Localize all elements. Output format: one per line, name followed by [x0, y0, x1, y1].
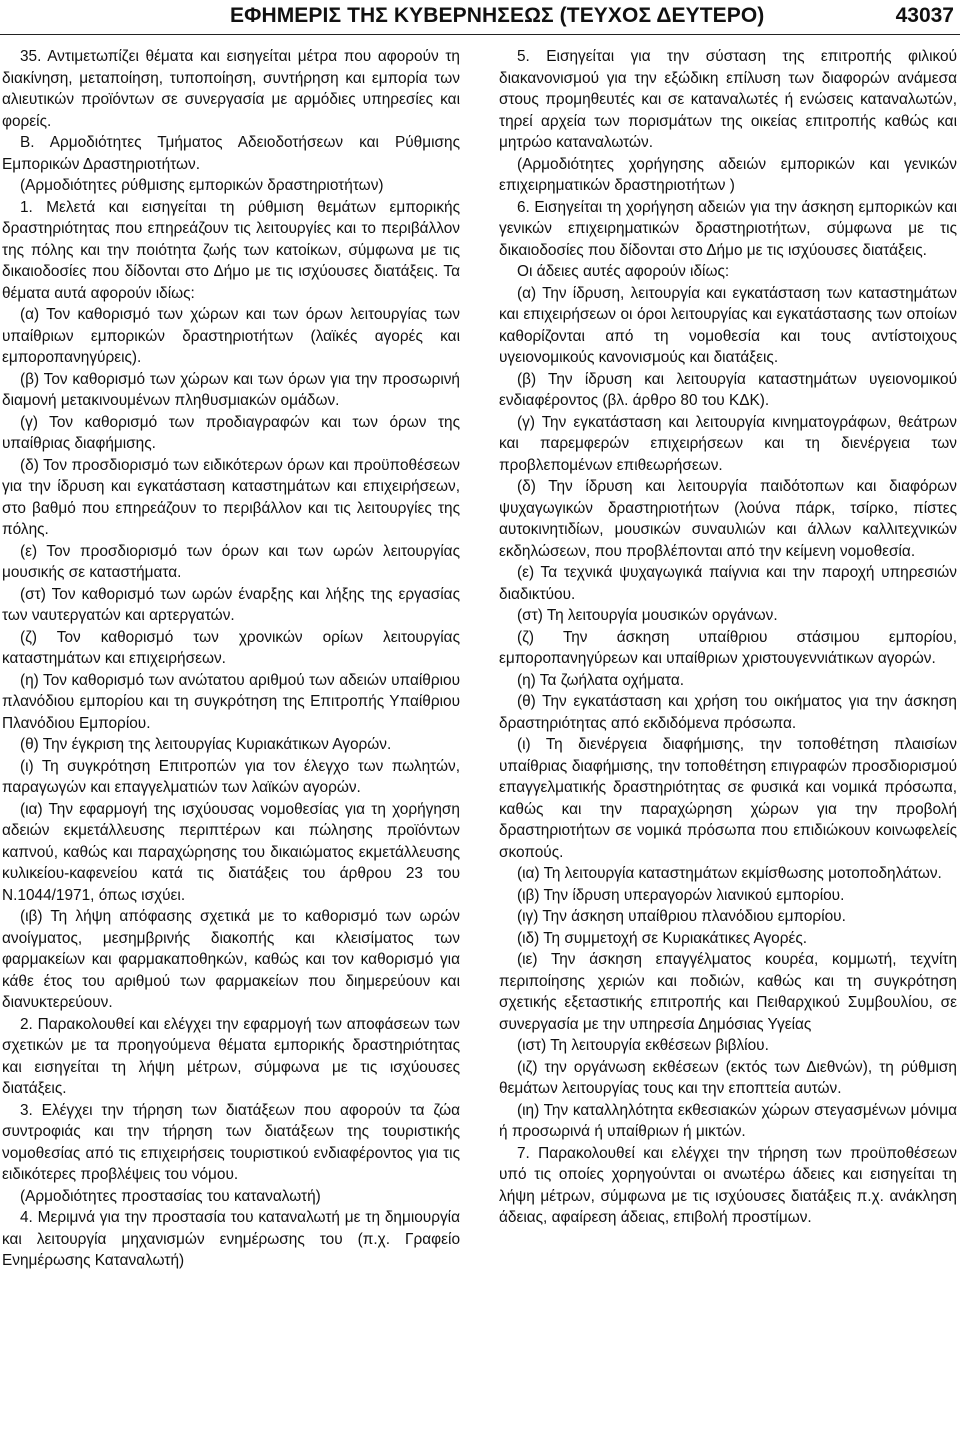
paragraph: 4. Μεριμνά για την προστασία του καταναλωτή με τη δημιουργία και λειτουργία μηχανισμών ενημέρωσης του (π.χ. Γραφείο Ενημέρωσης Καταναλωτή)	[2, 1209, 460, 1269]
paragraph: (στ) Τη λειτουργία μουσικών οργάνων.	[517, 607, 778, 624]
paragraph: (δ) Την ίδρυση και λειτουργία παιδότοπων και διαφόρων ψυχαγωγικών δραστηριοτήτων (λούνα πάρκ, τσίρκο, πίστες αυτοκινητιδίων, μουσικών συναυλιών και άλλων καλλιτεχνικών εκδηλώσεων, που προβλέπονται από την κείμενη νομοθεσία.	[499, 478, 957, 560]
paragraph: (ιε) Την άσκηση επαγγέλματος κουρέα, κομμωτή, τεχνίτη περιποίησης χεριών και ποδιών, καθώς και τη συγκρότηση σχετικής εξεταστικής επιτροπής και Πειθαρχικού Συμβουλίου, σε συνεργασία με την υπηρεσία Δημόσιας Υγείας	[499, 951, 957, 1033]
paragraph: (ι) Τη συγκρότηση Επιτροπών για τον έλεγχο των πωλητών, παραγωγών και επαγγελματιών των λαϊκών αγορών.	[2, 757, 460, 796]
paragraph: (ζ) Την άσκηση υπαίθριου στάσιμου εμπορίου, εμποροπανηγύρεων και υπαίθριων χριστουγεννιάτικων αγορών.	[499, 628, 957, 667]
paragraph: 35. Αντιμετωπίζει θέματα και εισηγείται μέτρα που αφορούν τη διακίνηση, μεταποίηση, τυποποίηση, συντήρηση και εμπορία των αλιευτικών προϊόντων σε συνεργασία με αρμόδιες υπηρεσίες και φορείς.	[2, 48, 460, 130]
paragraph: (Αρμοδιότητες ρύθμισης εμπορικών δραστηριοτήτων)	[20, 177, 384, 194]
paragraph: (Αρμοδιότητες χορήγησης αδειών εμπορικών και γενικών επιχειρηματικών δραστηριοτήτων )	[499, 155, 957, 194]
paragraph: (ιγ) Την άσκηση υπαίθριου πλανόδιου εμπορίου.	[517, 908, 846, 925]
paragraph: (δ) Τον προσδιορισμό των ειδικότερων όρων και προϋποθέσεων για την ίδρυση και εγκατάσταση καταστημάτων και επιχειρήσεων, στο βαθμό που επηρεάζουν το περιβάλλον και τις λειτουργίες της πόλης.	[2, 456, 460, 538]
paragraph: 7. Παρακολουθεί και ελέγχει την τήρηση των προϋποθέσεων υπό τις οποίες χορηγούνται οι ανωτέρω άδειες και εισηγείται τη λήψη μέτρων, σύμφωνα με τις ισχύουσες διατάξεις π.χ. ανάκληση άδειας, αφαίρεση άδειας, επιβολή προστίμων.	[499, 1144, 957, 1226]
paragraph: (ι) Τη διενέργεια διαφήμισης, την τοποθέτηση πλαισίων υπαίθριας διαφήμισης, την τοποθέτηση επιγραφών προσδιορισμού επαγγελματικής δραστηριότητας σε φυσικά και νομικά πρόσωπα, καθώς και την παραχώρηση χώρων για την προβολή δραστηριοτήτων σε νομικά πρόσωπα που επιδιώκουν κοινωφελείς σκοπούς.	[499, 736, 957, 861]
paragraph: Β. Αρμοδιότητες Τμήματος Αδειοδοτήσεων και Ρύθμισης Εμπορικών Δραστηριοτήτων.	[2, 134, 460, 173]
paragraph: (ζ) Τον καθορισμό των χρονικών ορίων λειτουργίας καταστημάτων και επιχειρήσεων.	[2, 628, 460, 667]
header-divider	[0, 34, 960, 35]
right-column	[499, 46, 957, 1229]
paragraph: (η) Τον καθορισμό των ανώτατου αριθμού των αδειών υπαίθριου πλανόδιου εμπορίου και τη συγκρότηση της Επιτροπής Υπαίθριου Πλανόδιου Εμπορίου.	[2, 671, 460, 732]
paragraph: (θ) Την έγκριση της λειτουργίας Κυριακάτικων Αγορών.	[20, 736, 392, 753]
paragraph: (ιη) Την καταλληλότητα εκθεσιακών χώρων στεγασμένων μόνιμα ή προσωρινά ή υπαίθριων ή μικτών.	[499, 1101, 957, 1140]
paragraph: 2. Παρακολουθεί και ελέγχει την εφαρμογή των αποφάσεων των σχετικών με τα προηγούμενα θέματα εμπορικής δραστηριότητας και εισηγείται τη λήψη μέτρων, σύμφωνα με τις ισχύουσες διατάξεις.	[2, 1015, 460, 1097]
paragraph: (ε) Τον προσδιορισμό των όρων και των ωρών λειτουργίας μουσικής σε καταστήματα.	[2, 542, 460, 581]
paragraph: (ε) Τα τεχνικά ψυχαγωγικά παίγνια και την παροχή υπηρεσιών διαδικτύου.	[499, 564, 957, 603]
left-column	[2, 46, 460, 1272]
paragraph: (θ) Την εγκατάσταση και χρήση του οικήματος για την άσκηση δραστηριότητας από εκδιδόμενα πρόσωπα.	[499, 693, 957, 732]
paragraph: (γ) Τον καθορισμό των προδιαγραφών και των όρων της υπαίθριας διαφήμισης.	[2, 413, 460, 452]
paragraph: (α) Τον καθορισμό των χώρων και των όρων λειτουργίας των υπαίθριων εμπορικών δραστηριοτήτων (λαϊκές αγορές και εμποροπανηγύρεις).	[2, 306, 460, 366]
paragraph: (ιστ) Τη λειτουργία εκθέσεων βιβλίου.	[517, 1037, 769, 1054]
paragraph: (στ) Τον καθορισμό των ωρών έναρξης και λήξης της εργασίας των ναυτεργατών και αρτεργατών.	[2, 585, 460, 624]
paragraph: (Αρμοδιότητες προστασίας του καταναλωτή)	[20, 1187, 321, 1205]
paragraph: (β) Τον καθορισμό των χώρων και των όρων για την προσωρινή διαμονή μετακινουμένων πληθυσμιακών ομάδων.	[2, 370, 460, 409]
paragraph: (γ) Την εγκατάσταση και λειτουργία κινηματογράφων, θεάτρων και παρεμφερών επιχειρήσεων και τη διενέργεια των προβλεπομένων επιθεωρήσεων.	[499, 413, 957, 474]
paragraph: (ια) Την εφαρμογή της ισχύουσας νομοθεσίας για τη χορήγηση αδειών εκμετάλλευσης περιπτέρων και πώλησης προϊόντων καπνού, καθώς και παραχώρησης του δικαιώματος εκμετάλλευσης κυλικείου-καφενείου κατά τις διατάξεις του άρθρου 23 του Ν.1044/1971, όπως ισχύει.	[2, 800, 460, 904]
paragraph: (β) Την ίδρυση και λειτουργία καταστημάτων υγειονομικού ενδιαφέροντος (βλ. άρθρο 80 του ΚΔΚ).	[499, 370, 957, 409]
paragraph: 6. Εισηγείται τη χορήγηση αδειών για την άσκηση εμπορικών και γενικών επιχειρηματικών δραστηριοτήτων, σύμφωνα με τις δικαιοδοσίες που δίδονται στο Δήμο με τις ισχύουσες διατάξεις.	[499, 198, 957, 259]
paragraph: (α) Την ίδρυση, λειτουργία και εγκατάσταση των καταστημάτων και επιχειρήσεων οι όροι λειτουργίας και εγκατάστασης των οποίων καθορίζονται από τη νομοθεσία και τους αντίστοιχους υγειονομικούς κανονισμούς και διατάξεις.	[499, 284, 957, 366]
page-header	[0, 0, 960, 34]
page-number: 43037	[895, 4, 954, 27]
paragraph: (η) Τα ζωήλατα οχήματα.	[517, 671, 685, 689]
paragraph: 1. Μελετά και εισηγείται τη ρύθμιση θεμάτων εμπορικής δραστηριότητας που επηρεάζουν τις λειτουργίες και το περιβάλλον της πόλης και την ποιότητα ζωής των κατοίκων, σύμφωνα με τις δικαιοδοσίες που δίδονται στο Δήμο με τις ισχύουσες διατάξεις. Τα θέματα αυτά αφορούν ιδίως:	[2, 198, 460, 302]
paragraph: (ιβ) Τη λήψη απόφασης σχετικά με το καθορισμό των ωρών ανοίγματος, μεσημβρινής διακοπής και κλεισίματος των φαρμακείων και φαρμακαποθηκών, καθώς και τον καθορισμό για κάθε έτος του αριθμού των φαρμακείων που διημερεύουν και διανυκτερεύουν.	[2, 908, 460, 1011]
paragraph: 5. Εισηγείται για την σύσταση της επιτροπής φιλικού διακανονισμού για την εξώδικη επίλυση των διαφορών ανάμεσα στους προμηθευτές και σε καταναλωτές ή ενώσεις καταναλωτών, τηρεί αρχεία των πορισμάτων της οικείας επιτροπής καθώς και μητρώο καταναλωτών.	[499, 48, 957, 151]
paragraph: 3. Ελέγχει την τήρηση των διατάξεων που αφορούν τα ζώα συντροφιάς και την τήρηση των διατάξεων της τουριστικής νομοθεσίας από τις επιχειρήσεις τουριστικού ενδιαφέροντος για τις ειδικότερες προβλέψεις του νόμου.	[2, 1101, 460, 1183]
paragraph: (ια) Τη λειτουργία καταστημάτων εκμίσθωσης μοτοποδηλάτων.	[517, 865, 942, 882]
paragraph: Οι άδειες αυτές αφορούν ιδίως:	[517, 263, 730, 280]
paragraph: (ιδ) Τη συμμετοχή σε Κυριακάτικες Αγορές.	[517, 929, 808, 947]
paragraph: (ιβ) Την ίδρυση υπεραγορών λιανικού εμπορίου.	[517, 886, 845, 904]
gazette-title: ΕΦΗΜΕΡΙΣ ΤΗΣ ΚΥΒΕΡΝΗΣΕΩΣ (ΤΕΥΧΟΣ ΔΕΥΤΕΡΟ)	[230, 4, 765, 27]
paragraph: (ιζ) την οργάνωση εκθέσεων (εκτός των Διεθνών), τη ρύθμιση θεμάτων λειτουργίας τους και την εποπτεία αυτών.	[499, 1058, 957, 1097]
